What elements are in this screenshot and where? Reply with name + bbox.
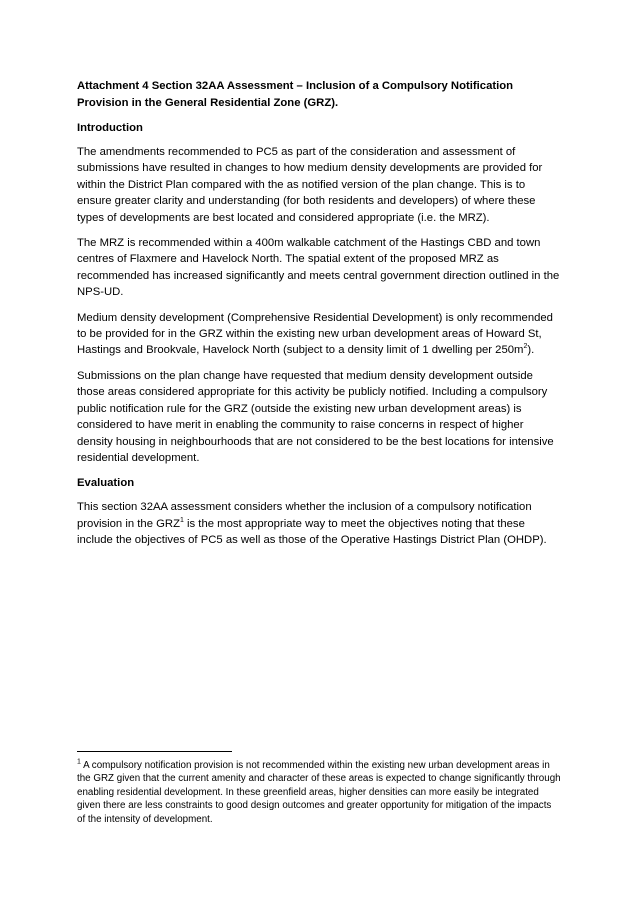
paragraph-medium-density-end: ). [527, 344, 535, 357]
paragraph-amendments: The amendments recommended to PC5 as part of the consideration and assessment of submissions have resulted in changes to how medium density developments are provided for within the District Plan compared with the as notified version of the plan change. This is to ensure greater clarity and understanding (for both residents and developers) of where these types of developments are best located and considered appropriate (i.e. the MRZ). [77, 146, 543, 224]
footnote-separator [77, 751, 232, 752]
paragraph-medium-density [77, 310, 562, 359]
introduction-heading: Introduction [77, 122, 143, 134]
paragraph-evaluation-before: This section 32AA assessment considers whether the inclusion of a compulsory notification provision in the GRZ [77, 501, 532, 530]
footnote-text: A compulsory notification provision is not recommended within the existing new urban development areas in the GRZ given that the current amenity and character of these areas is expected to change significantly through enabling residential development. In these greenfield areas, higher densities can more easily be integrated given there are less constraints to good design outcomes and greater opportunity for mitigation of the impacts of the intensity of development. [77, 760, 561, 825]
paragraph-evaluation-after: is the most appropriate way to meet the objectives noting that these include the objectives of PC5 as well as those of the Operative Hastings District Plan (OHDP). [77, 517, 547, 547]
evaluation-heading: Evaluation [77, 477, 135, 490]
superscript-squared: 2 [523, 343, 528, 351]
paragraph-mrz: The MRZ is recommended within a 400m walkable catchment of the Hastings CBD and town centres of Flaxmere and Havelock North. The spatial extent of the proposed MRZ as recommended has increased significantly and meets central government direction outlined in the NPS-UD. [77, 237, 560, 299]
document-title: Attachment 4 Section 32AA Assessment – Inclusion of a Compulsory Notification Provision in the General Residential Zone (GRZ). [77, 80, 514, 109]
footnote-marker: 1 [77, 758, 81, 766]
paragraph-submissions: Submissions on the plan change have requested that medium density development outside those areas considered appropriate for this activity be publicly notified. Including a compulsory public notification rule for the GRZ (outside the existing new urban development areas) is considered to have merit in enabling the community to raise concerns in respect of higher density housing in neighbourhoods that are not considered to be the best locations for intensive residential development. [77, 369, 554, 464]
paragraph-medium-density-text: Medium density development (Comprehensive Residential Development) is only recommended to be provided for in the GRZ within the existing new urban development areas of Howard St, Hastings and Brookvale, Havelock North (subject to a density limit of 1 dwelling per 250m [77, 311, 553, 357]
footnote-reference: 1 [179, 516, 184, 524]
paragraph-evaluation [77, 499, 562, 548]
document-body [77, 78, 562, 558]
footnote [77, 759, 562, 826]
